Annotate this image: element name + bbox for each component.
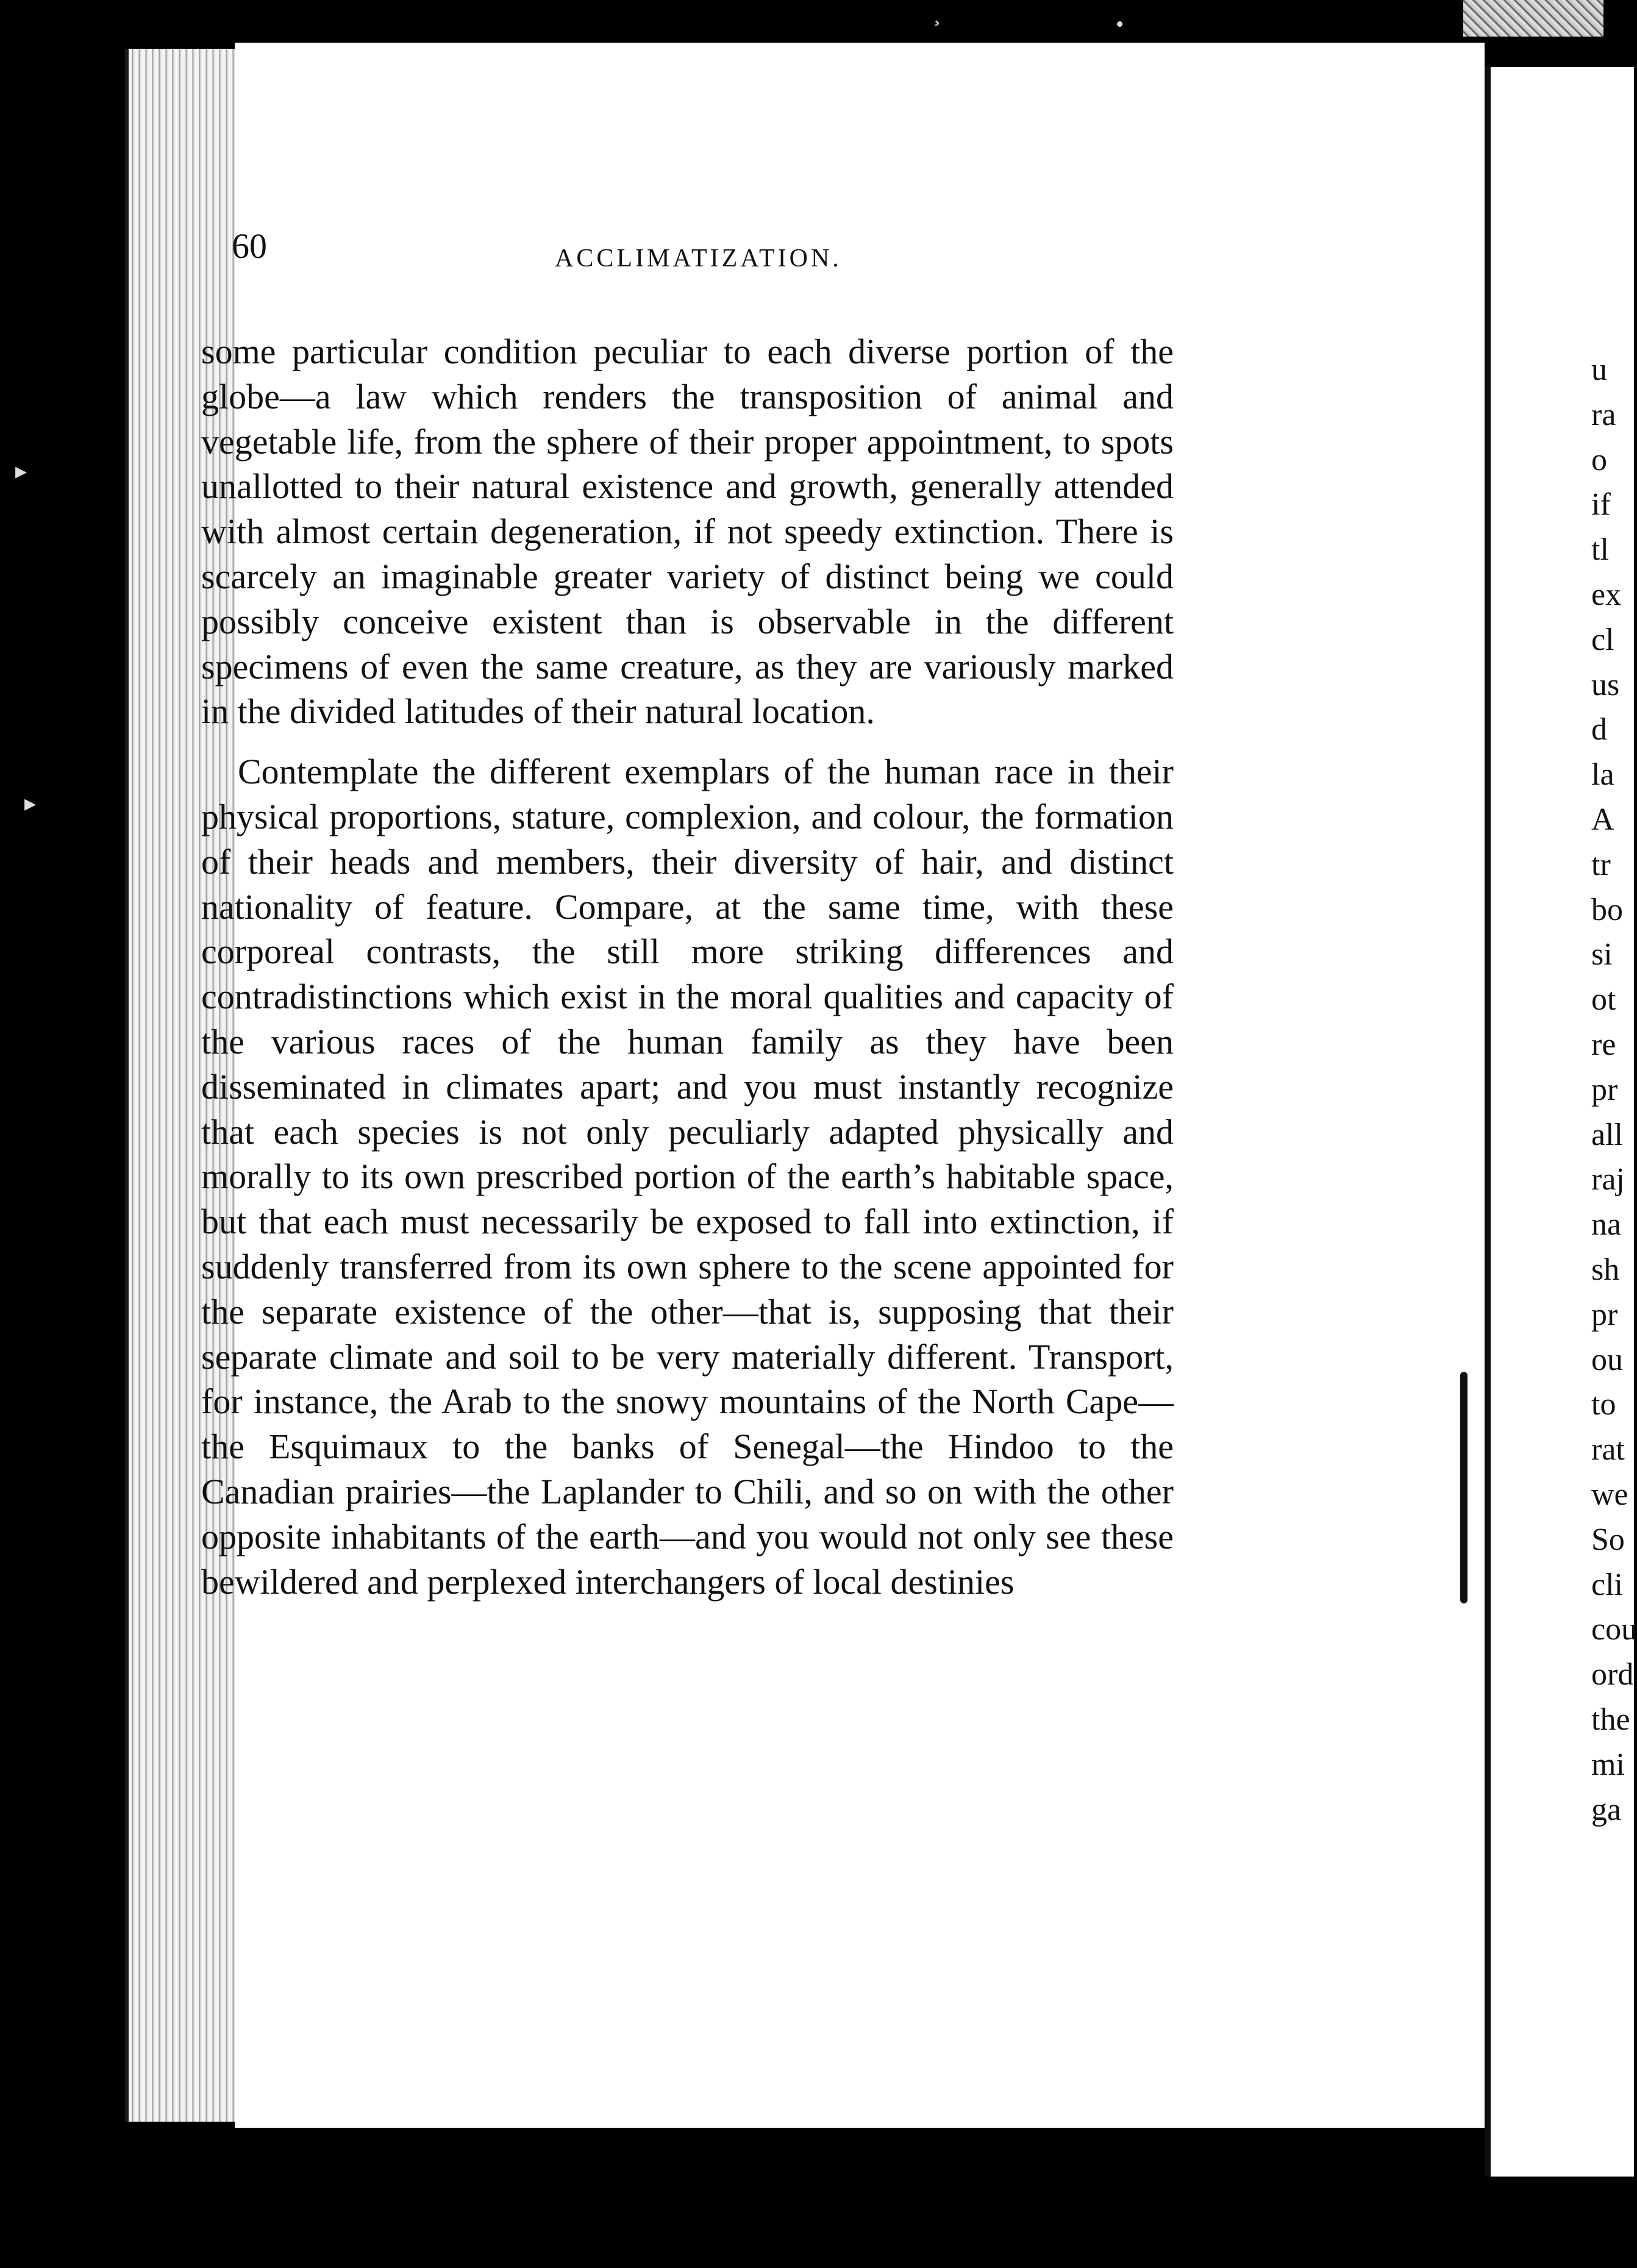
facing-page-line: ga [1591, 1792, 1622, 1827]
corner-ornament [1463, 0, 1603, 37]
scan-speck: ▸ [15, 458, 27, 484]
page-number: 60 [232, 226, 267, 266]
facing-page-text [1591, 348, 1637, 1832]
facing-page-line: u [1591, 352, 1607, 387]
facing-page-line: d [1591, 712, 1607, 747]
facing-page-line: to [1591, 1387, 1616, 1422]
facing-page-line: ord [1591, 1657, 1634, 1692]
facing-page-line: cl [1591, 622, 1614, 657]
facing-page-line: re [1591, 1027, 1616, 1062]
gutter-shadow [1460, 1372, 1468, 1603]
facing-page-line: bo [1591, 892, 1623, 927]
facing-page-line: So [1591, 1522, 1625, 1557]
facing-page-line: ra [1591, 397, 1616, 432]
facing-page-line: ou [1591, 1342, 1623, 1377]
facing-page-line: si [1591, 937, 1613, 972]
paragraph: some particular condition peculiar to each diverse portion of the globe—a law which renders the transposition of animal and vegetable life, from the sphere of their proper appointment, to spots unallotted to their natural existence and growth, generally attended with almost certain degeneration, if not speedy extinction. There is scarcely an imaginable greater variety of distinct being we could possibly conceive existent than is observable in the different specimens of even the same creature, as they are variously marked in the divided latitudes of their natural location. [201, 332, 1174, 732]
facing-page-line: the [1591, 1702, 1630, 1737]
facing-page-line: if [1591, 487, 1611, 522]
facing-page-line: mi [1591, 1747, 1625, 1782]
facing-page-line: tr [1591, 847, 1611, 882]
facing-page-line: ex [1591, 577, 1622, 612]
facing-page-line: us [1591, 667, 1620, 702]
facing-page-line: cou [1591, 1612, 1637, 1647]
facing-page-line: all [1591, 1117, 1623, 1152]
facing-page-line: na [1591, 1207, 1622, 1243]
body-text [201, 329, 1174, 1604]
facing-page-line: pr [1591, 1297, 1618, 1332]
scan-speck: ▸ [24, 791, 37, 816]
scan-speck: ¸ [933, 1, 941, 26]
facing-page-line: o [1591, 442, 1607, 477]
facing-page-line: cli [1591, 1567, 1623, 1602]
scan-speck: • [1116, 12, 1124, 37]
facing-page-line: la [1591, 757, 1614, 793]
facing-page-line: sh [1591, 1252, 1620, 1287]
paragraph: Contemplate the different exemplars of the human race in their physical proportions, stature, complexion, and colour, the formation of their heads and members, their diversity of hair, and distinct nationality of feature. Compare, at the same time, with these corporeal contrasts, the still more striking differences and contradistinctions which exist in the moral qualities and capacity of the various races of the human family as they have been disseminated in climates apart; and you must instantly recognize that each species is not only peculiarly adapted physically and morally to its own prescribed portion of the earth’s habitable space, but that each must necessarily be exposed to fall into extinction, if suddenly transferred from its own sphere to the scene appointed for the separate existence of the other—that is, supposing that their separate climate and soil to be very materially different. Transport, for instance, the Arab to the snowy mountains of the North Cape—the Esquimaux to the banks of Senegal—the Hindoo to the Canadian prairies—the Laplander to Chili, and so on with the other opposite inhabitants of the earth—and you would not only see these bewildered and perplexed interchangers of local destinies [201, 752, 1174, 1602]
page-title: ACCLIMATIZATION. [555, 244, 842, 273]
facing-page-line: we [1591, 1477, 1628, 1512]
facing-page-line: rat [1591, 1432, 1625, 1467]
running-head [232, 226, 1232, 280]
facing-page-line: raj [1591, 1162, 1625, 1197]
facing-page-line: tl [1591, 532, 1609, 568]
facing-page-line: ot [1591, 982, 1616, 1018]
facing-page-line: A [1591, 802, 1614, 837]
facing-page-line: pr [1591, 1072, 1618, 1107]
